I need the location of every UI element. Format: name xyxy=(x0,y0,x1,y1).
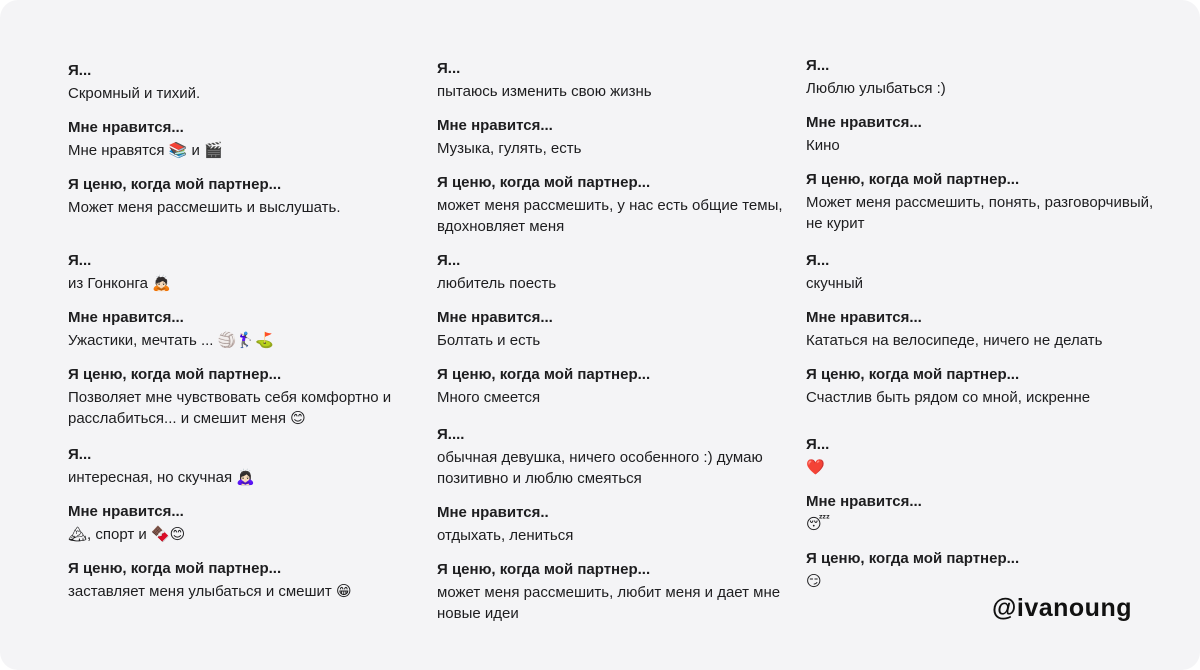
profile-card xyxy=(68,250,418,429)
profile-section xyxy=(437,250,787,294)
section-label: Я ценю, когда мой партнер... xyxy=(806,550,1020,567)
watermark-handle: @ivanoung xyxy=(992,594,1132,622)
section-label: Мне нравится.. xyxy=(437,504,549,521)
profile-card xyxy=(437,250,787,408)
section-text: заставляет меня улыбаться и смешит 😁 xyxy=(68,583,352,600)
section-label: Я... xyxy=(68,62,92,79)
section-label: Мне нравится... xyxy=(806,114,922,131)
profile-card xyxy=(806,55,1156,234)
profile-section xyxy=(437,559,787,624)
profile-section xyxy=(437,172,787,237)
profile-section xyxy=(437,307,787,351)
profile-card xyxy=(68,60,418,218)
section-text: Может меня рассмешить, понять, разговорчивый, не курит xyxy=(806,194,1154,232)
section-text: любитель поесть xyxy=(437,275,557,292)
section-label: Мне нравится... xyxy=(68,503,184,520)
profile-section xyxy=(68,117,418,161)
section-text: Много смеется xyxy=(437,389,541,406)
profile-section xyxy=(437,424,787,489)
section-label: Я... xyxy=(437,60,461,77)
profile-section xyxy=(806,307,1156,351)
section-text: 😏 xyxy=(806,573,822,590)
section-text: Скромный и тихий. xyxy=(68,85,201,102)
section-text: ❤️ xyxy=(806,459,825,476)
section-text: из Гонконга 🙇🏻 xyxy=(68,275,171,292)
section-label: Мне нравится... xyxy=(68,309,184,326)
section-text: Музыка, гулять, есть xyxy=(437,140,582,157)
section-text: Ужастики, мечтать ... 🏐🏌🏻‍♀️⛳ xyxy=(68,332,274,349)
section-text: Люблю улыбаться :) xyxy=(806,80,946,97)
section-text: Кататься на велосипеде, ничего не делать xyxy=(806,332,1103,349)
section-text: 😴 xyxy=(806,516,831,533)
section-text: обычная девушка, ничего особенного :) думаю позитивно и люблю смеяться xyxy=(437,449,763,487)
section-text: Счастлив быть рядом со мной, искренне xyxy=(806,389,1091,406)
profile-section xyxy=(806,250,1156,294)
section-text: может меня рассмешить, у нас есть общие темы, вдохновляет меня xyxy=(437,197,783,235)
section-text: Болтать и есть xyxy=(437,332,541,349)
profile-section xyxy=(437,364,787,408)
profile-section xyxy=(68,174,418,218)
section-label: Я ценю, когда мой партнер... xyxy=(437,561,651,578)
section-label: Мне нравится... xyxy=(437,309,553,326)
section-text: Мне нравятся 📚 и 🎬 xyxy=(68,142,223,159)
section-text: Кино xyxy=(806,137,840,154)
profile-section xyxy=(68,60,418,104)
profile-card xyxy=(806,434,1156,592)
profile-section xyxy=(437,58,787,102)
section-text: отдыхать, лениться xyxy=(437,527,574,544)
section-label: Я... xyxy=(437,252,461,269)
profile-card xyxy=(806,250,1156,408)
section-text: 🏔, спорт и 🍫😊 xyxy=(68,526,186,543)
profile-section xyxy=(68,364,418,429)
section-label: Я ценю, когда мой партнер... xyxy=(68,366,282,383)
section-label: Мне нравится... xyxy=(806,493,922,510)
section-text: Позволяет мне чувствовать себя комфортно и расслабиться... и смешит меня 😊 xyxy=(68,389,392,427)
profile-section xyxy=(68,444,418,488)
section-label: Я ценю, когда мой партнер... xyxy=(437,174,651,191)
profile-card xyxy=(437,58,787,237)
section-label: Я... xyxy=(806,252,830,269)
profile-section xyxy=(806,364,1156,408)
profile-section xyxy=(806,548,1156,592)
section-text: интересная, но скучная 🙇🏻‍♀️ xyxy=(68,469,255,486)
profile-section xyxy=(437,115,787,159)
profile-section xyxy=(68,250,418,294)
profile-section xyxy=(437,502,787,546)
section-label: Мне нравится... xyxy=(68,119,184,136)
profile-section xyxy=(68,501,418,545)
section-text: пытаюсь изменить свою жизнь xyxy=(437,83,652,100)
section-label: Я ценю, когда мой партнер... xyxy=(68,560,282,577)
profile-section xyxy=(806,55,1156,99)
section-text: скучный xyxy=(806,275,863,292)
section-label: Мне нравится... xyxy=(437,117,553,134)
section-label: Я ценю, когда мой партнер... xyxy=(806,366,1020,383)
profile-section xyxy=(68,307,418,351)
profile-section xyxy=(68,558,418,602)
section-label: Я... xyxy=(68,446,92,463)
profile-card xyxy=(68,444,418,602)
profile-section xyxy=(806,112,1156,156)
profile-section xyxy=(806,434,1156,478)
section-label: Я... xyxy=(806,436,830,453)
profile-section xyxy=(806,169,1156,234)
section-label: Я.... xyxy=(437,426,465,443)
section-label: Я ценю, когда мой партнер... xyxy=(68,176,282,193)
section-label: Мне нравится... xyxy=(806,309,922,326)
section-label: Я... xyxy=(806,57,830,74)
profile-card xyxy=(437,424,787,624)
section-text: Может меня рассмешить и выслушать. xyxy=(68,199,341,216)
section-label: Я ценю, когда мой партнер... xyxy=(437,366,651,383)
section-text: может меня рассмешить, любит меня и дает мне новые идеи xyxy=(437,584,781,622)
profile-section xyxy=(806,491,1156,535)
section-label: Я... xyxy=(68,252,92,269)
section-label: Я ценю, когда мой партнер... xyxy=(806,171,1020,188)
